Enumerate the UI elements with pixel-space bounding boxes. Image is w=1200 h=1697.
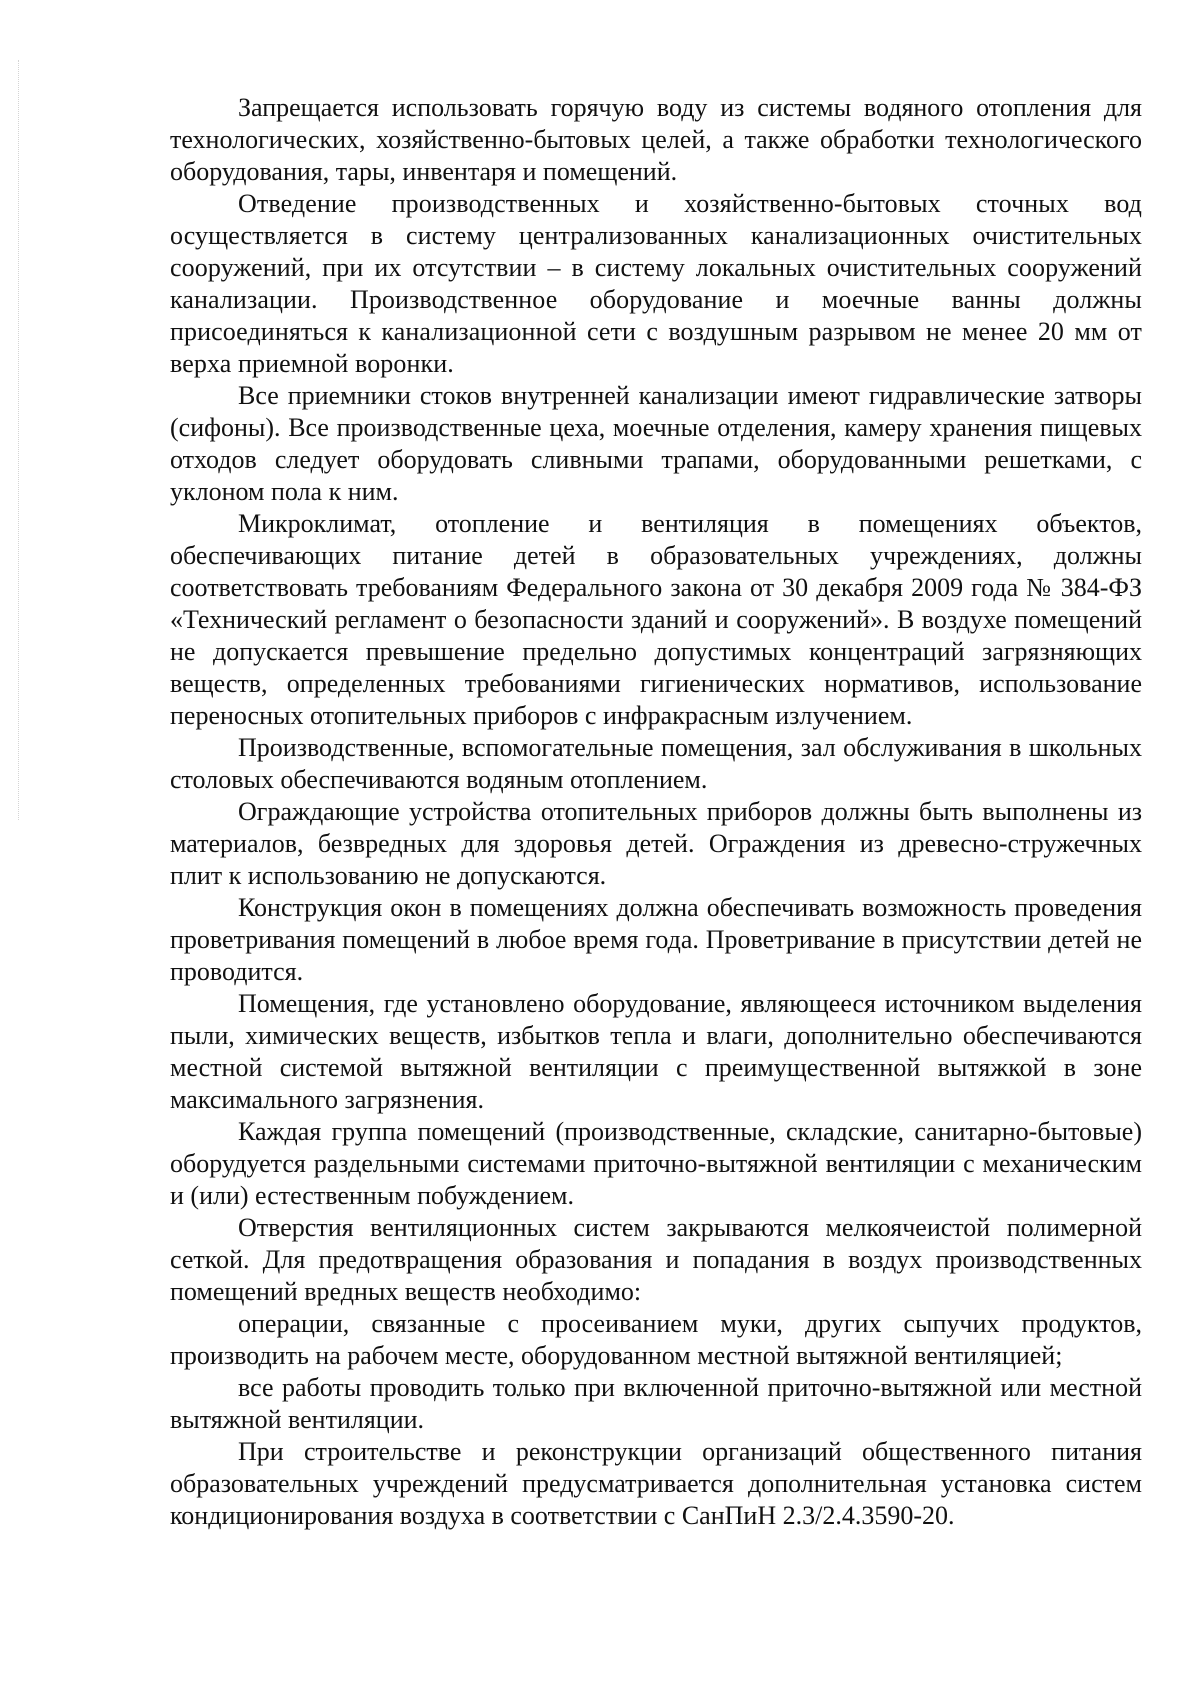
paragraph-drains: Все приемники стоков внутренней канализации имеют гидравлические затворы (сифоны). Все производственные цеха, моечные отделения, камеру хранения пищевых отходов следует оборудовать сливными трапами, оборудованными решетками, с уклоном пола к ним. (170, 381, 1142, 506)
scan-margin-marks (18, 60, 21, 820)
document-body (170, 92, 1142, 1532)
paragraph-all-works: все работы проводить только при включенной приточно-вытяжной или местной вытяжной вентиляции. (170, 1373, 1142, 1434)
paragraph-sifting: операции, связанные с просеиванием муки, других сыпучих продуктов, производить на рабочем месте, оборудованном местной вытяжной вентиляцией; (170, 1309, 1142, 1370)
paragraph-local-exhaust: Помещения, где установлено оборудование, являющееся источником выделения пыли, химических веществ, избытков тепла и влаги, дополнительно обеспечиваются местной системой вытяжной вентиляции с преимущественной вытяжкой в зоне максимального загрязнения. (170, 989, 1142, 1114)
paragraph-sewage: Отведение производственных и хозяйственно-бытовых сточных вод осуществляется в систему централизованных канализационных очистительных сооружений, при их отсутствии – в систему локальных очистительных сооружений канализации. Производственное оборудование и моечные ванны должны присоединяться к канализационной сети с воздушным разрывом не менее 20 мм от верха приемной воронки. (170, 189, 1142, 378)
paragraph-vent-openings: Отверстия вентиляционных систем закрываются мелкоячеистой полимерной сеткой. Для предотвращения образования и попадания в воздух производственных помещений вредных веществ необходимо: (170, 1213, 1142, 1306)
paragraph-heating: Производственные, вспомогательные помещения, зал обслуживания в школьных столовых обеспечиваются водяным отоплением. (170, 733, 1142, 794)
paragraph-air-conditioning: При строительстве и реконструкции организаций общественного питания образовательных учреждений предусматривается дополнительная установка систем кондиционирования воздуха в соответствии с СанПиН 2.3/2.4.3590-20. (170, 1437, 1142, 1530)
paragraph-windows: Конструкция окон в помещениях должна обеспечивать возможность проведения проветривания помещений в любое время года. Проветривание в присутствии детей не проводится. (170, 893, 1142, 986)
paragraph-ventilation-systems: Каждая группа помещений (производственные, складские, санитарно-бытовые) оборудуется раздельными системами приточно-вытяжной вентиляции с механическим и (или) естественным побуждением. (170, 1117, 1142, 1210)
paragraph-microclimate: Микроклимат, отопление и вентиляция в помещениях объектов, обеспечивающих питание детей в образовательных учреждениях, должны соответствовать требованиям Федерального закона от 30 декабря 2009 года № 384-ФЗ «Технический регламент о безопасности зданий и сооружений». В воздухе помещений не допускается превышение предельно допустимых концентраций загрязняющих веществ, определенных требованиями гигиенических нормативов, использование переносных отопительных приборов с инфракрасным излучением. (170, 509, 1142, 730)
paragraph-heater-guards: Ограждающие устройства отопительных приборов должны быть выполнены из материалов, безвредных для здоровья детей. Ограждения из древесно-стружечных плит к использованию не допускаются. (170, 797, 1142, 890)
paragraph-hot-water: Запрещается использовать горячую воду из системы водяного отопления для технологических, хозяйственно-бытовых целей, а также обработки технологического оборудования, тары, инвентаря и помещений. (170, 93, 1142, 186)
